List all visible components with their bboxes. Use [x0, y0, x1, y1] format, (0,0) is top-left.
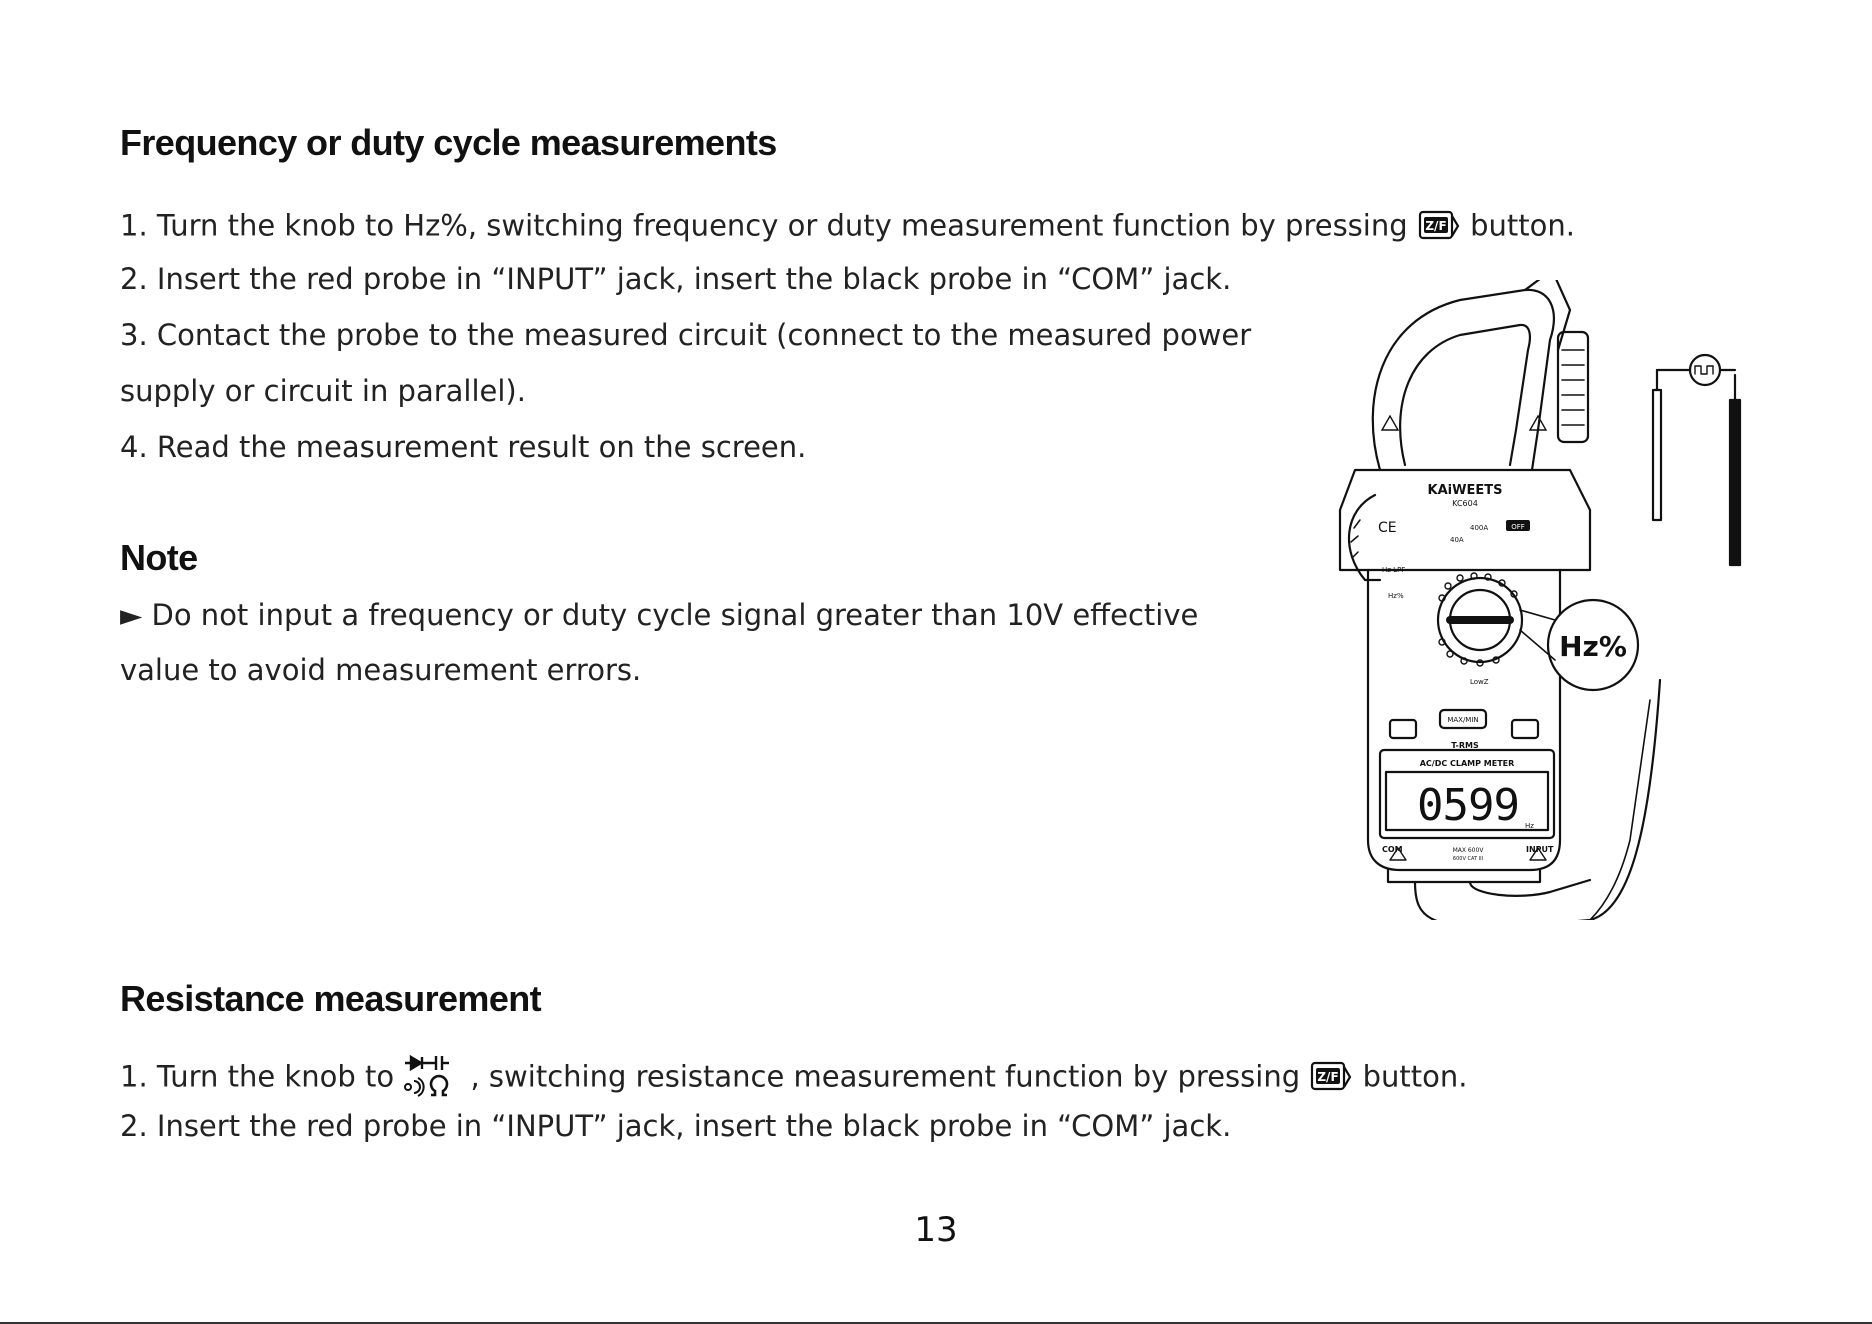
clamp-jaw-inner: [1400, 325, 1530, 465]
trms-label: T-RMS: [1451, 741, 1479, 750]
zf-front-button: [1390, 720, 1416, 738]
hz-lpf-label: Hz LPF: [1382, 566, 1406, 574]
freq-step-4: 4. Read the measurement result on the screen.: [120, 430, 807, 464]
off-label: OFF: [1511, 523, 1525, 531]
freq-step-3-line-2: supply or circuit in parallel).: [120, 374, 526, 408]
cat-rating-label: 600V CAT III: [1452, 856, 1484, 862]
section-title-frequency: Frequency or duty cycle measurements: [120, 122, 777, 163]
note-line-2: value to avoid measurement errors.: [120, 653, 642, 687]
zf-label: Z/F: [1317, 1070, 1339, 1084]
range-400a: 400A: [1470, 524, 1489, 532]
zf-button-icon: [1309, 1057, 1353, 1100]
clamp-trigger: [1349, 495, 1380, 580]
freq-step-1-button-word: button.: [1470, 208, 1575, 243]
resistance-step-1: [120, 1053, 1467, 1104]
knob-callout-label: Hz%: [1559, 630, 1627, 663]
zf-label: Z/F: [1425, 219, 1447, 233]
diode-continuity-ohm-icon: [403, 1053, 461, 1104]
hz-pct-label: Hz%: [1388, 592, 1404, 600]
freq-step-1-text: 1. Turn the knob to Hz%, switching frequency or duty measurement function by pressing: [120, 208, 1408, 243]
clamp-meter-illustration: [1320, 280, 1770, 920]
meter-brand: KAiWEETS: [1427, 483, 1503, 498]
zf-button-icon: [1417, 206, 1461, 249]
freq-step-3-line-1: 3. Contact the probe to the measured circuit (connect to the measured power: [120, 318, 1252, 352]
page-number: 13: [914, 1210, 958, 1250]
lcd-reading: 0599: [1417, 780, 1519, 831]
resistance-step-1-middle-text: , switching resistance measurement function by pressing: [470, 1059, 1301, 1094]
resistance-step-2: 2. Insert the red probe in “INPUT” jack, insert the black probe in “COM” jack.: [120, 1109, 1232, 1143]
input-jack-label: INPUT: [1526, 845, 1554, 854]
resistance-step-1-text: 1. Turn the knob to: [120, 1059, 395, 1094]
ce-mark: CE: [1378, 520, 1397, 536]
freq-step-2: 2. Insert the red probe in “INPUT” jack, insert the black probe in “COM” jack.: [120, 262, 1232, 296]
lowz-label: LowZ: [1470, 678, 1489, 686]
note-line-1: ► Do not input a frequency or duty cycle signal greater than 10V effective: [120, 598, 1199, 632]
red-probe: [1653, 390, 1661, 520]
black-probe: [1730, 400, 1740, 565]
freq-step-1: [120, 206, 1575, 249]
max-rating-label: MAX 600V: [1452, 847, 1484, 854]
resistance-step-1-button-word: button.: [1362, 1059, 1468, 1094]
meter-base: [1388, 870, 1540, 882]
note-title: Note: [120, 537, 198, 578]
maxmin-label: MAX/MIN: [1447, 716, 1479, 724]
lcd-unit: Hz: [1525, 822, 1534, 830]
com-jack-label: COM: [1382, 845, 1403, 854]
temp-button: [1512, 720, 1538, 738]
meter-type-label: AC/DC CLAMP METER: [1419, 759, 1515, 768]
meter-model: KC604: [1452, 499, 1478, 508]
section-title-resistance: Resistance measurement: [120, 978, 542, 1019]
range-40a: 40A: [1450, 536, 1464, 544]
